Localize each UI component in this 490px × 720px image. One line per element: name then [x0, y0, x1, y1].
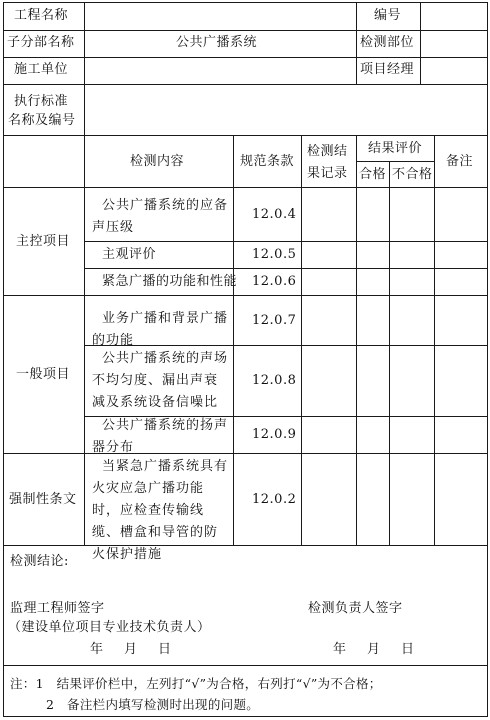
rule-col-header	[3, 187, 488, 188]
rule-conclusion	[3, 665, 488, 666]
note-line-1: 注：1 结果评价栏中，左列打“√”为合格，右列打“√”为不合格；	[10, 676, 382, 691]
col-header-result-eval: 结果评价	[368, 141, 423, 156]
rule-row-1	[3, 30, 488, 31]
group-general-label: 一般项目	[16, 367, 71, 382]
project-name-label: 工程名称	[14, 8, 69, 23]
col-header-pass: 合格	[359, 167, 387, 182]
row-1-clause: 12.0.4	[252, 207, 297, 222]
rule-row-3	[3, 84, 488, 85]
supervisor-signature-label: 监理工程师签字	[10, 601, 105, 616]
col-label-divider	[84, 2, 85, 546]
row-5-content: 公共广播系统的声场不均匀度、漏出声衰减及系统设备信噪比	[92, 351, 229, 410]
col-eval-left	[356, 2, 357, 85]
standard-label-line2: 名称及编号	[8, 113, 76, 128]
border-bottom	[3, 716, 488, 717]
col-remark-left	[434, 135, 435, 546]
project-manager-label: 项目经理	[360, 62, 415, 77]
col-header-remark: 备注	[446, 154, 474, 169]
rule-row-2	[3, 57, 488, 58]
col-eval-left-body	[356, 135, 357, 546]
rule-eval-split	[356, 161, 434, 162]
contractor-label: 施工单位	[14, 62, 69, 77]
group-main-label: 主控项目	[16, 234, 71, 249]
rule-group-mandatory	[3, 545, 488, 546]
inspection-part-label: 检测部位	[360, 35, 415, 50]
rule-item-2	[84, 268, 488, 269]
row-6-clause: 12.0.9	[252, 427, 297, 442]
row-7-clause: 12.0.2	[252, 492, 297, 507]
rule-group-general	[3, 453, 488, 454]
supervisor-signature-sublabel: （建设单位项目专业技术负责人）	[8, 620, 211, 635]
border-right	[487, 2, 488, 717]
row-1-content: 公共广播系统的应备声压级	[92, 198, 229, 235]
col-clause-left	[233, 135, 234, 546]
row-7-content: 当紧急广播系统具有火灾应急广播功能时，应检查传输线缆、槽盒和导管的防火保护措施	[92, 459, 229, 562]
border-left	[3, 2, 4, 717]
group-mandatory-label: 强制性条文	[9, 492, 77, 507]
col-pass-fail	[389, 161, 390, 546]
col-record-left	[301, 135, 302, 546]
row-2-clause: 12.0.5	[252, 247, 297, 262]
row-2-content: 主观评价	[102, 247, 157, 262]
col-header-record-line1: 检测结	[307, 144, 348, 159]
note-line-2: 2 备注栏内填写检测时出现的问题。	[46, 697, 260, 712]
rule-item-1	[84, 241, 488, 242]
col-header-fail: 不合格	[392, 167, 433, 182]
number-label: 编号	[374, 8, 402, 23]
subdivision-value: 公共广播系统	[176, 35, 258, 50]
standard-label-line1: 执行标准	[14, 94, 69, 109]
col-header-clause: 规范条款	[240, 154, 295, 169]
subdivision-label: 子分部名称	[7, 35, 75, 50]
row-4-content: 业务广播和背景广播的功能	[92, 311, 229, 348]
date-left: 年 月 日	[90, 642, 176, 657]
col-header-value	[420, 2, 421, 85]
row-3-content: 紧急广播的功能和性能	[102, 274, 238, 289]
row-4-clause: 12.0.7	[252, 313, 297, 328]
row-3-clause: 12.0.6	[252, 274, 297, 289]
rule-standard	[3, 135, 488, 136]
border-top	[3, 2, 488, 3]
row-6-content: 公共广播系统的扬声器分布	[92, 418, 229, 455]
rule-group-main	[3, 295, 488, 296]
date-right: 年 月 日	[333, 642, 419, 657]
col-header-record-line2: 果记录	[307, 166, 348, 181]
col-header-content: 检测内容	[130, 154, 185, 169]
row-5-clause: 12.0.8	[252, 373, 297, 388]
conclusion-label: 检测结论:	[10, 554, 69, 569]
inspector-signature-label: 检测负责人签字	[308, 601, 403, 616]
